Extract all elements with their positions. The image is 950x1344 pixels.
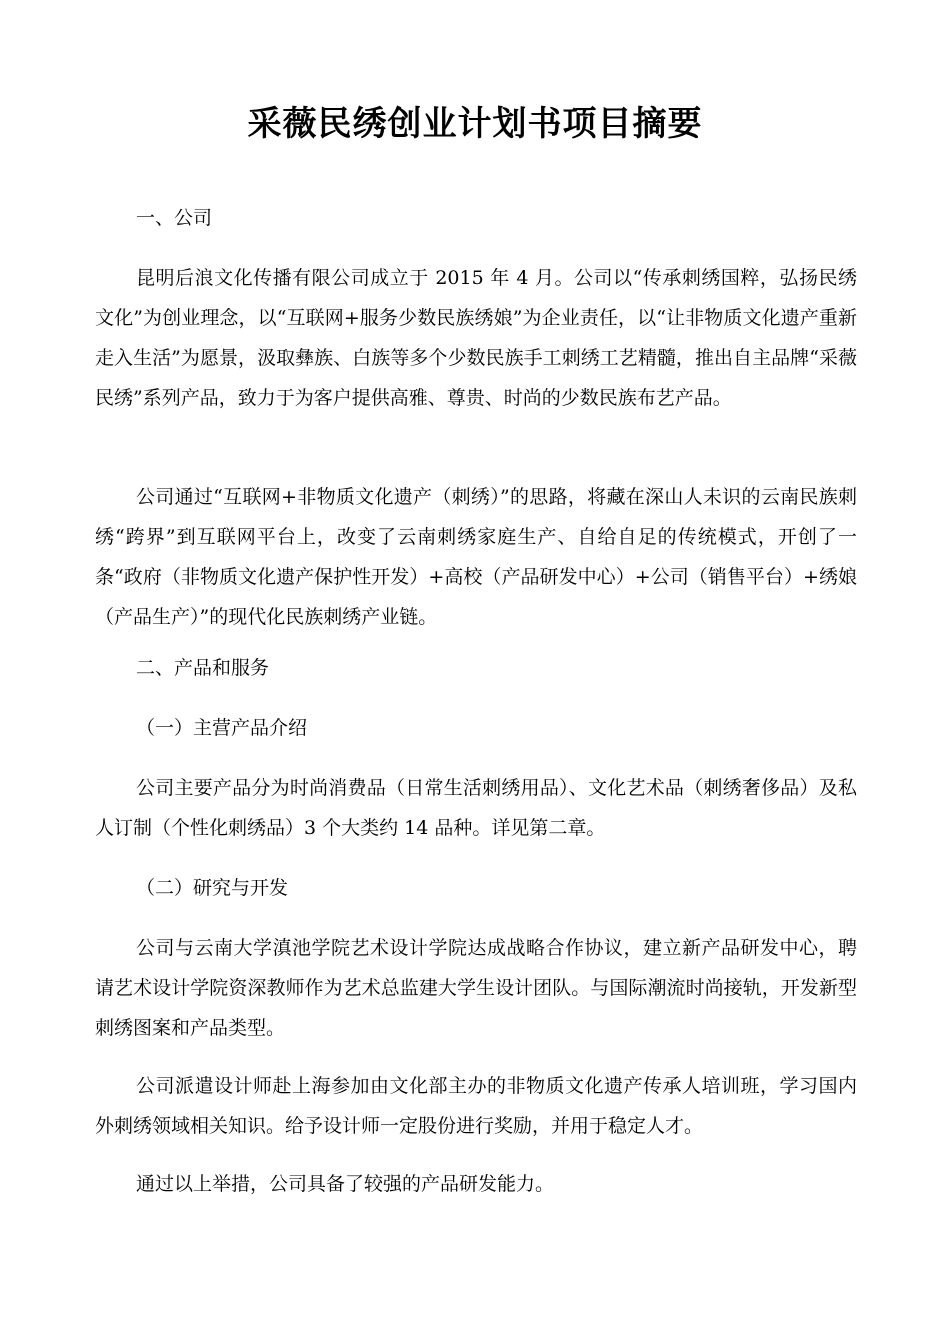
paragraph-company-model: 公司通过“互联网+非物质文化遗产（刺绣）”的思路，将藏在深山人未识的云南民族刺绣“跨界”到互联网平台上，改变了云南刺绣家庭生产、自给自足的传统模式，开创了一条“政府（非物质文化遗产保护性开发）+高校（产品研发中心）+公司（销售平台）+绣娘（产品生产）”的现代化民族刺绣产业链。 [95,486,857,628]
subsection-heading-main-products: （一）主营产品介绍 [136,717,308,739]
subsection-heading-rnd: （二）研究与开发 [136,877,289,899]
section-heading-company: 一、公司 [136,207,213,229]
paragraph-rnd-training: 公司派遣设计师赴上海参加由文化部主办的非物质文化遗产传承人培训班，学习国内外刺绣领域相关知识。给予设计师一定股份进行奖励，并用于稳定人才。 [95,1075,857,1137]
paragraph-company-intro: 昆明后浪文化传播有限公司成立于 2015 年 4 月。公司以“传承刺绣国粹，弘扬民绣文化”为创业理念，以“互联网+服务少数民族绣娘”为企业责任，以“让非物质文化遗产重新走入生活”为愿景，汲取彝族、白族等多个少数民族手工刺绣工艺精髓，推出自主品牌“采薇民绣”系列产品，致力于为客户提供高雅、尊贵、时尚的少数民族布艺产品。 [95,267,857,409]
paragraph-main-products: 公司主要产品分为时尚消费品（日常生活刺绣用品）、文化艺术品（刺绣奢侈品）及私人订制（个性化刺绣品）3 个大类约 14 品种。详见第二章。 [95,777,857,839]
paragraph-rnd-conclusion: 通过以上举措，公司具备了较强的产品研发能力。 [136,1173,555,1195]
document-title: 采薇民绣创业计划书项目摘要 [247,104,703,144]
paragraph-rnd-partnership: 公司与云南大学滇池学院艺术设计学院达成战略合作协议，建立新产品研发中心，聘请艺术设计学院资深教师作为艺术总监建大学生设计团队。与国际潮流时尚接轨，开发新型刺绣图案和产品类型。 [95,937,857,1039]
section-heading-products: 二、产品和服务 [136,657,270,679]
